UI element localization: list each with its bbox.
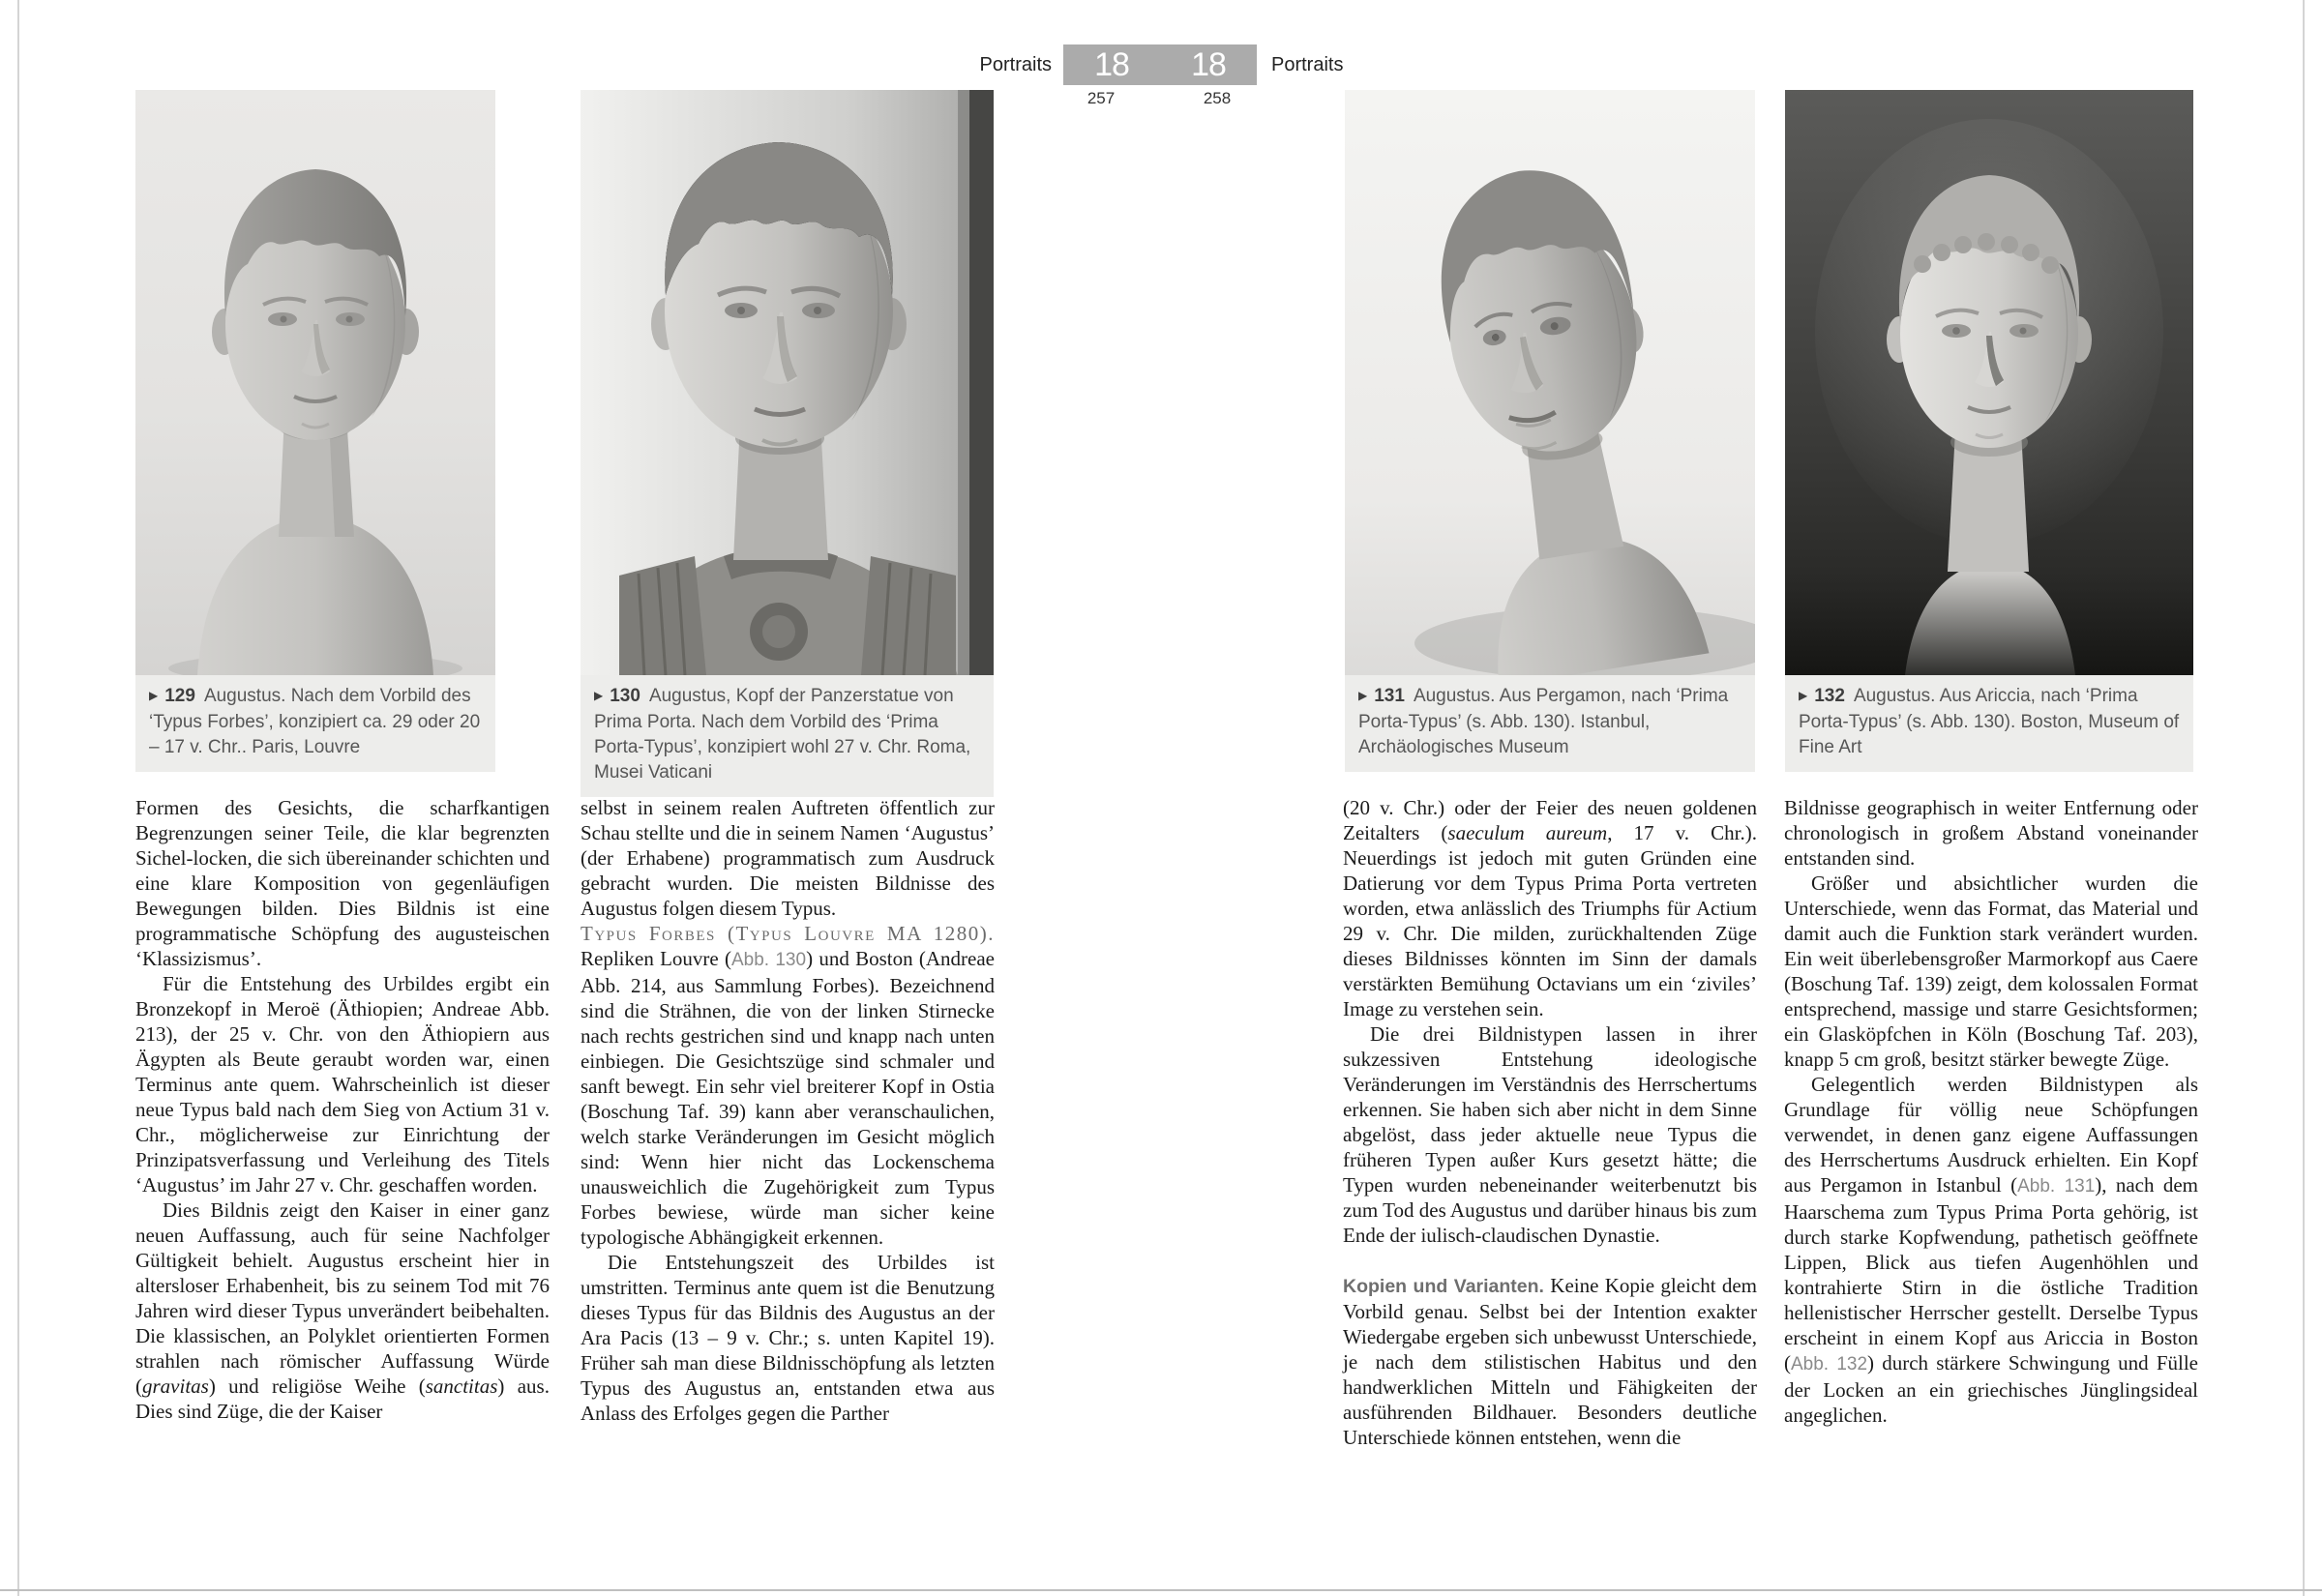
chapter-number-bar [1063, 44, 1257, 85]
body-paragraph [135, 1197, 550, 1424]
body-text: (20 v. Chr.) oder der Feier des neuen goldenen Zeitalters ( [1343, 796, 1757, 844]
body-paragraph [1343, 1273, 1757, 1450]
body-text: ) aus. Dies sind Züge, die der Kaiser [135, 1374, 550, 1423]
body-paragraph [135, 971, 550, 1197]
body-text: ) und religiöse Weihe ( [208, 1374, 426, 1398]
section-heading-smallcaps: Typus Forbes (Typus Louvre MA 1280). [580, 922, 995, 945]
body-text: ) durch stärkere Schwingung und Fülle der Locken an ein griechisches Jünglingsideal angeglichen. [1784, 1351, 2198, 1427]
augustus-bust-photo-130 [580, 90, 994, 675]
running-head-right: Portraits [1271, 54, 1344, 75]
body-text: ) und Boston (Andreae Abb. 214, aus Sammlung Forbes). Bezeichnend sind die Strähnen, die von der linken Stirnecke nach rechts gestrichen sind und knapp nach unten einbiegen. Die Gesichtszüge sind schmaler und sanft bewegt. Ein sehr viel breiterer Kopf in Ostia (Boschung Taf. 39) kann aber veranschaulichen, welch starke Veränderungen im Gesicht möglich sind: Wenn hier nicht das Lockenschema unausweichlich die Zugehörigkeit zum Typus Forbes bewiese, würde man sicher keine typologische Abhängigkeit erkennen. [580, 947, 995, 1249]
body-text: Die Entstehungszeit des Urbildes ist umstritten. Terminus ante quem ist die Benutzung dieses Typus für das Bildnis des Augustus an der Ara Pacis (13 – 9 v. Chr.; s. unten Kapitel 19). Früher sah man diese Bildnisschöpfung als letzten Typus des Augustus an, entstanden etwa aus Anlass des Erfolges gegen die Parther [580, 1251, 995, 1425]
italic-term: sanctitas [425, 1374, 498, 1398]
body-text: Repliken Louvre ( [580, 947, 731, 970]
italic-term: saeculum aureum [1447, 821, 1608, 844]
body-paragraph [1784, 871, 2198, 1072]
figure-caption-129 [135, 675, 495, 772]
page-edge-line-bottom [0, 1589, 2322, 1591]
body-text: Gelegentlich werden Bildnistypen als Grundlage für völlig neue Schöpfungen verwendet, in denen ganz eigene Auffassungen des Herrschertums Ausdruck erhielten. Ein Kopf aus Pergamon in Istanbul ( [1784, 1073, 2198, 1197]
caption-text: Augustus, Kopf der Panzerstatue von Prima Porta. Nach dem Vorbild des ‘Prima Porta-Typus’, konzipiert wohl 27 v. Chr. Roma, Musei Vaticani [594, 686, 971, 783]
body-text: Dies Bildnis zeigt den Kaiser in einer ganz neuen Auffassung, auch für seine Nachfolger Gültigkeit behielt. Augustus erscheint hier in altersloser Erhabenheit, bis zu seinem Tod mit 76 Jahren wird dieser Typus unverändert beibehalten. Die klassischen, an Polyklet orientierten Formen strahlen nach römischer Auffassung Würde ( [135, 1198, 550, 1398]
body-paragraph [580, 795, 995, 921]
body-text: , 17 v. Chr.). Neuerdings ist jedoch mit guten Gründen eine Datierung vor dem Typus Prima Porta vertreten worden, etwa anlässlich des Triumphs für Actium 29 v. Chr. Die milden, zurückhaltenden Züge dieses Bildnisses könnten im Sinn der damals verstärkten Bemühung Octavians um ein ‘ziviles’ Image zu verstehen sein. [1343, 821, 1757, 1020]
body-text: ), nach dem Haarschema zum Typus Prima Porta gehörig, ist durch starke Kopfwendung, pathetisch geöffnete Lippen, Blick aus tiefen Augenhöhlen und kontrahierte Stirn in die östliche Tradition hellenistischer Herrscher gestellt. Derselbe Typus erscheint in einem Kopf aus Ariccia in Boston ( [1784, 1173, 2198, 1374]
text-column-2 [580, 795, 995, 1530]
body-text: Formen des Gesichts, die scharfkantigen Begrenzungen seiner Teile, die klar begrenzten Sichel-locken, die sich übereinander schichten und eine klare Komposition von gegenläufigen Bewegungen bilden. Dies Bildnis ist eine programmatische Schöpfung des augusteischen ‘Klassizismus’. [135, 796, 550, 970]
body-paragraph [1784, 795, 2198, 871]
body-text: Keine Kopie gleicht dem Vorbild genau. Selbst bei der Intention exakter Wiedergabe ergeben sich unbewusst Unterschiede, je nach dem stilistischen Habitus und den handwerklichen Mitteln und Fähigkeiten der ausführenden Bildhauer. Besonders deutliche Unterschiede können entstehen, wenn die [1343, 1274, 1757, 1449]
caption-number: 129 [164, 686, 195, 706]
page-number-left: 257 [1087, 89, 1116, 107]
text-column-4 [1784, 795, 2198, 1530]
body-text: Bildnisse geographisch in weiter Entfernung oder chronologisch in großem Abstand voneinander entstanden sind. [1784, 796, 2198, 870]
figure-131 [1345, 90, 1755, 772]
caption-number: 132 [1814, 686, 1845, 706]
body-paragraph [580, 1250, 995, 1426]
page-number-right: 258 [1203, 89, 1232, 107]
body-text: Für die Entstehung des Urbildes ergibt ein Bronzekopf in Meroë (Äthiopien; Andreae Abb. 213), der 25 v. Chr. von den Äthiopiern aus Ägypten als Beute geraubt worden war, einen Terminus ante quem. Wahrscheinlich ist dieser neue Typus bald nach dem Sieg von Actium 31 v. Chr., möglicherweise zur Einrichtung der Prinzipatsverfassung und Verleihung des Titels ‘Augustus’ im Jahr 27 v. Chr. geschaffen worden. [135, 972, 550, 1197]
body-paragraph [580, 921, 995, 1250]
text-column-1 [135, 795, 550, 1530]
run-in-heading: Kopien und Varianten. [1343, 1276, 1544, 1297]
caption-number: 131 [1374, 686, 1405, 706]
caption-marker-icon: ▶ [149, 689, 159, 702]
page-edge-line-left [17, 0, 19, 1596]
italic-term: gravitas [142, 1374, 209, 1398]
figure-reference: Abb. 132 [1791, 1354, 1868, 1374]
figure-reference: Abb. 131 [2017, 1176, 2096, 1197]
body-text: Die drei Bildnistypen lassen in ihrer sukzessiven Entstehung ideologische Veränderungen im Verständnis des Herrschertums erkennen. Sie haben sich aber nicht in dem Sinne abgelöst, dass jeder aktuelle neue Typus die früheren Typen außer Kurs gesetzt hätte; die Typen wurden nebeneinander weiterbenutzt bis zum Tod des Augustus und darüber hinaus bis zum Ende der iulisch-claudischen Dynastie. [1343, 1022, 1757, 1247]
augustus-bust-photo-131 [1345, 90, 1755, 675]
chapter-number-left: 18 [1094, 46, 1129, 83]
augustus-bust-photo-129 [135, 90, 495, 675]
figure-130 [580, 90, 994, 797]
text-column-3 [1343, 795, 1757, 1530]
caption-marker-icon: ▶ [1799, 689, 1808, 702]
caption-text: Augustus. Nach dem Vorbild des ‘Typus Forbes’, konzipiert ca. 29 oder 20 – 17 v. Chr.. Paris, Louvre [149, 686, 481, 757]
caption-marker-icon: ▶ [594, 689, 604, 702]
figure-caption-132 [1785, 675, 2193, 772]
augustus-bust-photo-132 [1785, 90, 2193, 675]
body-paragraph [1784, 1072, 2198, 1428]
body-paragraph [1343, 1021, 1757, 1248]
body-text: selbst in seinem realen Auftreten öffentlich zur Schau stellte und die in seinem Namen ‘Augustus’ (der Erhabene) programmatisch zum Ausdruck gebracht wurden. Die meisten Bildnisse des Augustus folgen diesem Typus. [580, 796, 995, 920]
figure-caption-130 [580, 675, 994, 797]
caption-marker-icon: ▶ [1358, 689, 1368, 702]
caption-number: 130 [610, 686, 640, 706]
body-paragraph [135, 795, 550, 971]
body-paragraph [1343, 795, 1757, 1021]
chapter-number-right: 18 [1191, 46, 1226, 83]
figure-caption-131 [1345, 675, 1755, 772]
body-text: Größer und absichtlicher wurden die Unterschiede, wenn das Format, das Material und damit auch die Funktion stark verändert wurden. Ein weit überlebensgroßer Marmorkopf aus Caere (Boschung Taf. 139) zeigt, dem kolossalen Format entsprechend, massige und starre Gesichtsformen; ein Glasköpfchen in Köln (Boschung Taf. 203), knapp 5 cm groß, besitzt stärker bewegte Züge. [1784, 872, 2198, 1071]
figure-reference: Abb. 130 [730, 950, 807, 970]
running-head-left: Portraits [979, 54, 1052, 75]
figure-129 [135, 90, 495, 772]
page-edge-line-right [2303, 0, 2305, 1596]
figure-132 [1785, 90, 2193, 772]
caption-text: Augustus. Aus Ariccia, nach ‘Prima Porta-Typus’ (s. Abb. 130). Boston, Museum of Fine Art [1799, 686, 2180, 757]
caption-text: Augustus. Aus Pergamon, nach ‘Prima Porta-Typus’ (s. Abb. 130). Istanbul, Archäologisches Museum [1358, 686, 1729, 757]
